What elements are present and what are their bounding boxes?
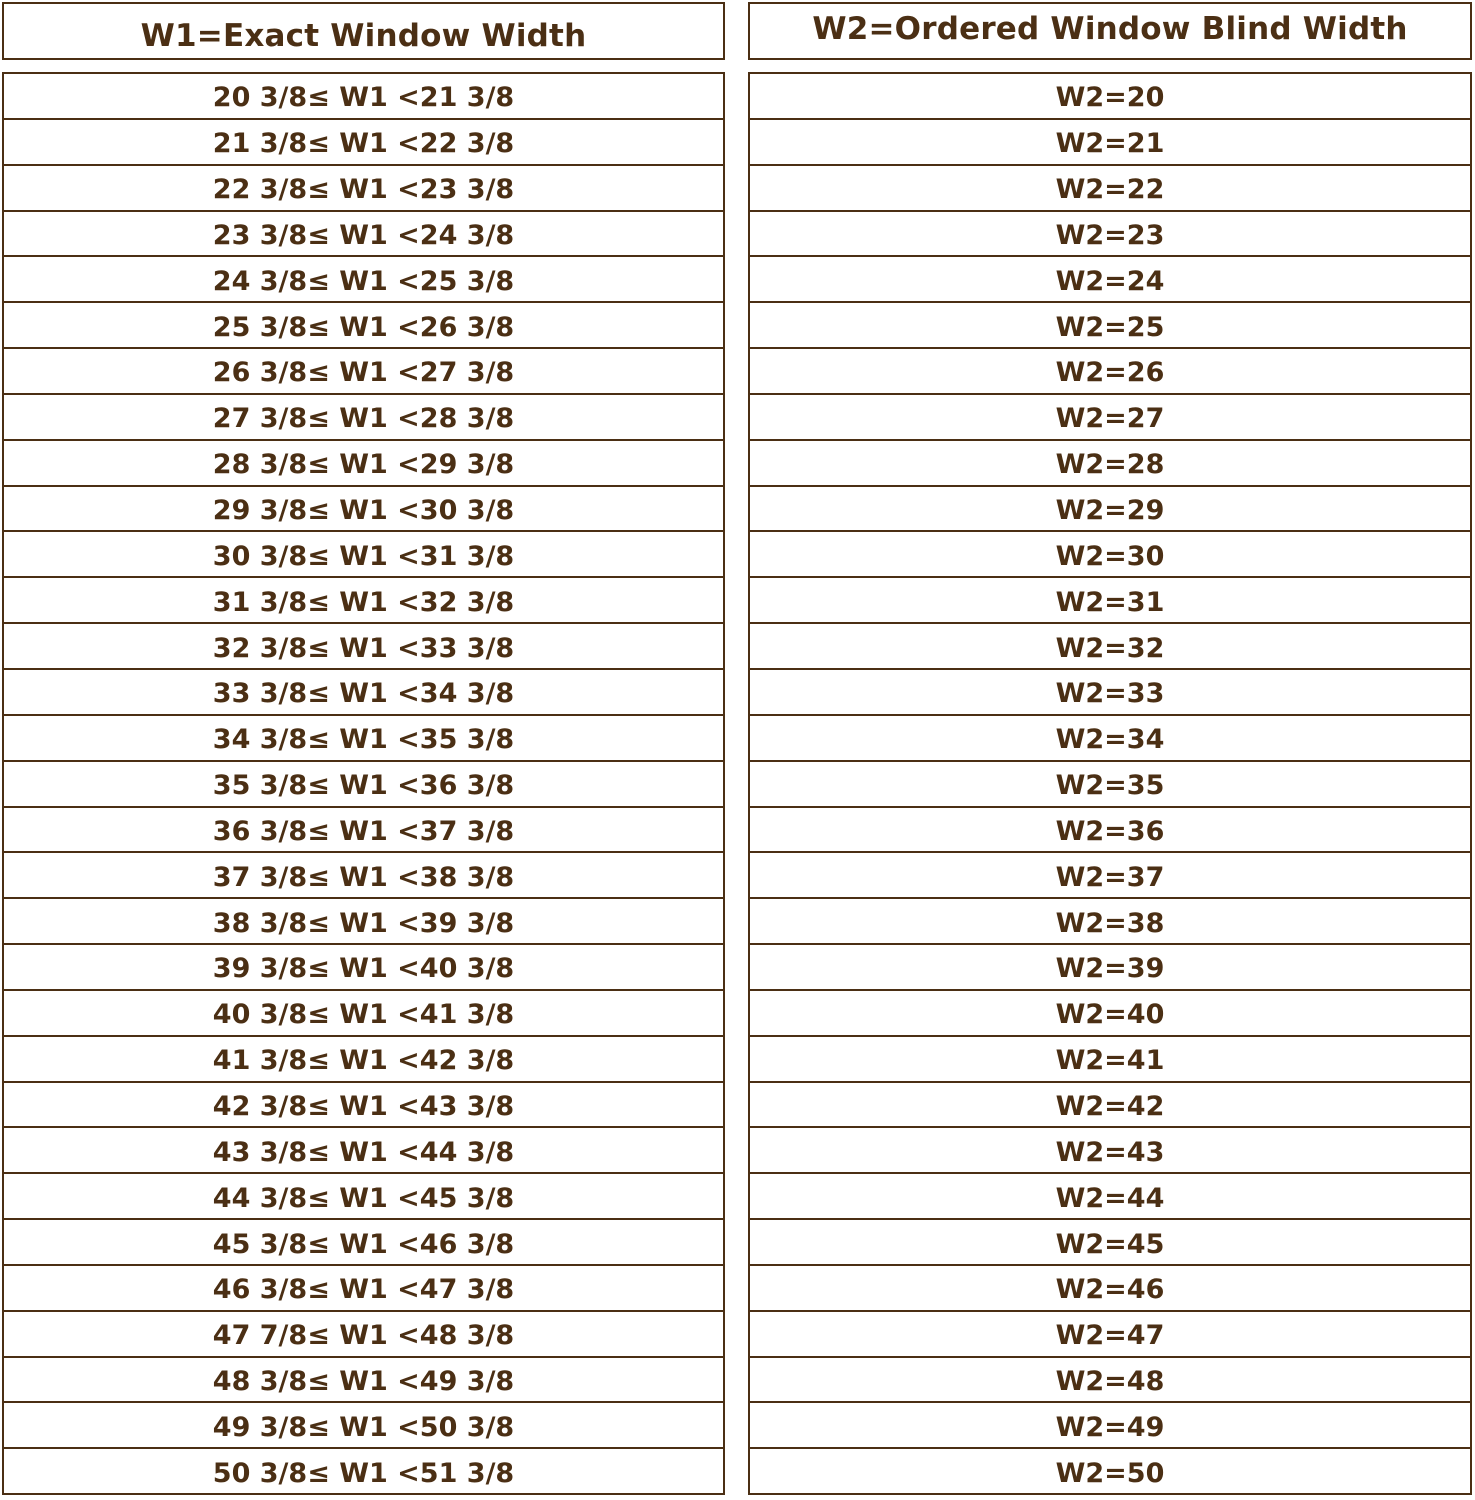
ordered-width-cell: W2=32	[750, 624, 1470, 670]
exact-width-range-cell: 48 3/8≤ W1 <49 3/8	[4, 1358, 723, 1404]
ordered-width-cell: W2=23	[750, 212, 1470, 258]
ordered-width-column	[748, 2, 1472, 1495]
ordered-width-cell: W2=33	[750, 670, 1470, 716]
exact-width-range-cell: 40 3/8≤ W1 <41 3/8	[4, 991, 723, 1037]
exact-width-range-cell: 29 3/8≤ W1 <30 3/8	[4, 487, 723, 533]
ordered-width-cell: W2=39	[750, 945, 1470, 991]
ordered-width-cell: W2=22	[750, 166, 1470, 212]
ordered-width-cell: W2=30	[750, 532, 1470, 578]
ordered-width-cell: W2=50	[750, 1449, 1470, 1495]
exact-width-range-cell: 33 3/8≤ W1 <34 3/8	[4, 670, 723, 716]
ordered-width-cell: W2=46	[750, 1266, 1470, 1312]
exact-width-range-cell: 43 3/8≤ W1 <44 3/8	[4, 1128, 723, 1174]
ordered-width-cell: W2=43	[750, 1128, 1470, 1174]
exact-width-range-cell: 44 3/8≤ W1 <45 3/8	[4, 1174, 723, 1220]
exact-width-range-cell: 35 3/8≤ W1 <36 3/8	[4, 762, 723, 808]
ordered-width-cell: W2=28	[750, 441, 1470, 487]
exact-width-rows	[2, 72, 725, 1495]
ordered-width-cell: W2=40	[750, 991, 1470, 1037]
exact-width-range-cell: 45 3/8≤ W1 <46 3/8	[4, 1220, 723, 1266]
exact-width-range-cell: 39 3/8≤ W1 <40 3/8	[4, 945, 723, 991]
exact-width-range-cell: 47 7/8≤ W1 <48 3/8	[4, 1312, 723, 1358]
ordered-width-cell: W2=34	[750, 716, 1470, 762]
exact-width-range-cell: 22 3/8≤ W1 <23 3/8	[4, 166, 723, 212]
ordered-width-cell: W2=26	[750, 349, 1470, 395]
exact-width-range-cell: 38 3/8≤ W1 <39 3/8	[4, 899, 723, 945]
exact-width-range-cell: 50 3/8≤ W1 <51 3/8	[4, 1449, 723, 1495]
exact-width-range-cell: 30 3/8≤ W1 <31 3/8	[4, 532, 723, 578]
ordered-width-rows	[748, 72, 1472, 1495]
ordered-width-cell: W2=29	[750, 487, 1470, 533]
exact-width-range-cell: 41 3/8≤ W1 <42 3/8	[4, 1037, 723, 1083]
ordered-width-cell: W2=49	[750, 1403, 1470, 1449]
exact-width-range-cell: 23 3/8≤ W1 <24 3/8	[4, 212, 723, 258]
ordered-width-header: W2=Ordered Window Blind Width	[748, 2, 1472, 60]
ordered-width-cell: W2=27	[750, 395, 1470, 441]
exact-width-range-cell: 46 3/8≤ W1 <47 3/8	[4, 1266, 723, 1312]
ordered-width-cell: W2=47	[750, 1312, 1470, 1358]
exact-width-range-cell: 36 3/8≤ W1 <37 3/8	[4, 808, 723, 854]
exact-width-range-cell: 42 3/8≤ W1 <43 3/8	[4, 1083, 723, 1129]
exact-width-range-cell: 24 3/8≤ W1 <25 3/8	[4, 257, 723, 303]
exact-width-range-cell: 20 3/8≤ W1 <21 3/8	[4, 74, 723, 120]
exact-width-range-cell: 31 3/8≤ W1 <32 3/8	[4, 578, 723, 624]
ordered-width-cell: W2=36	[750, 808, 1470, 854]
ordered-width-cell: W2=20	[750, 74, 1470, 120]
exact-width-range-cell: 27 3/8≤ W1 <28 3/8	[4, 395, 723, 441]
exact-width-range-cell: 28 3/8≤ W1 <29 3/8	[4, 441, 723, 487]
ordered-width-cell: W2=41	[750, 1037, 1470, 1083]
exact-width-range-cell: 49 3/8≤ W1 <50 3/8	[4, 1403, 723, 1449]
ordered-width-cell: W2=37	[750, 853, 1470, 899]
ordered-width-cell: W2=48	[750, 1358, 1470, 1404]
exact-width-range-cell: 37 3/8≤ W1 <38 3/8	[4, 853, 723, 899]
exact-width-range-cell: 25 3/8≤ W1 <26 3/8	[4, 303, 723, 349]
ordered-width-cell: W2=38	[750, 899, 1470, 945]
ordered-width-cell: W2=35	[750, 762, 1470, 808]
ordered-width-cell: W2=42	[750, 1083, 1470, 1129]
ordered-width-cell: W2=25	[750, 303, 1470, 349]
exact-width-range-cell: 21 3/8≤ W1 <22 3/8	[4, 120, 723, 166]
exact-width-column	[2, 2, 725, 1495]
exact-width-range-cell: 26 3/8≤ W1 <27 3/8	[4, 349, 723, 395]
ordered-width-cell: W2=24	[750, 257, 1470, 303]
exact-width-header: W1=Exact Window Width	[2, 2, 725, 60]
ordered-width-cell: W2=31	[750, 578, 1470, 624]
ordered-width-cell: W2=21	[750, 120, 1470, 166]
ordered-width-cell: W2=45	[750, 1220, 1470, 1266]
ordered-width-cell: W2=44	[750, 1174, 1470, 1220]
exact-width-range-cell: 32 3/8≤ W1 <33 3/8	[4, 624, 723, 670]
exact-width-range-cell: 34 3/8≤ W1 <35 3/8	[4, 716, 723, 762]
